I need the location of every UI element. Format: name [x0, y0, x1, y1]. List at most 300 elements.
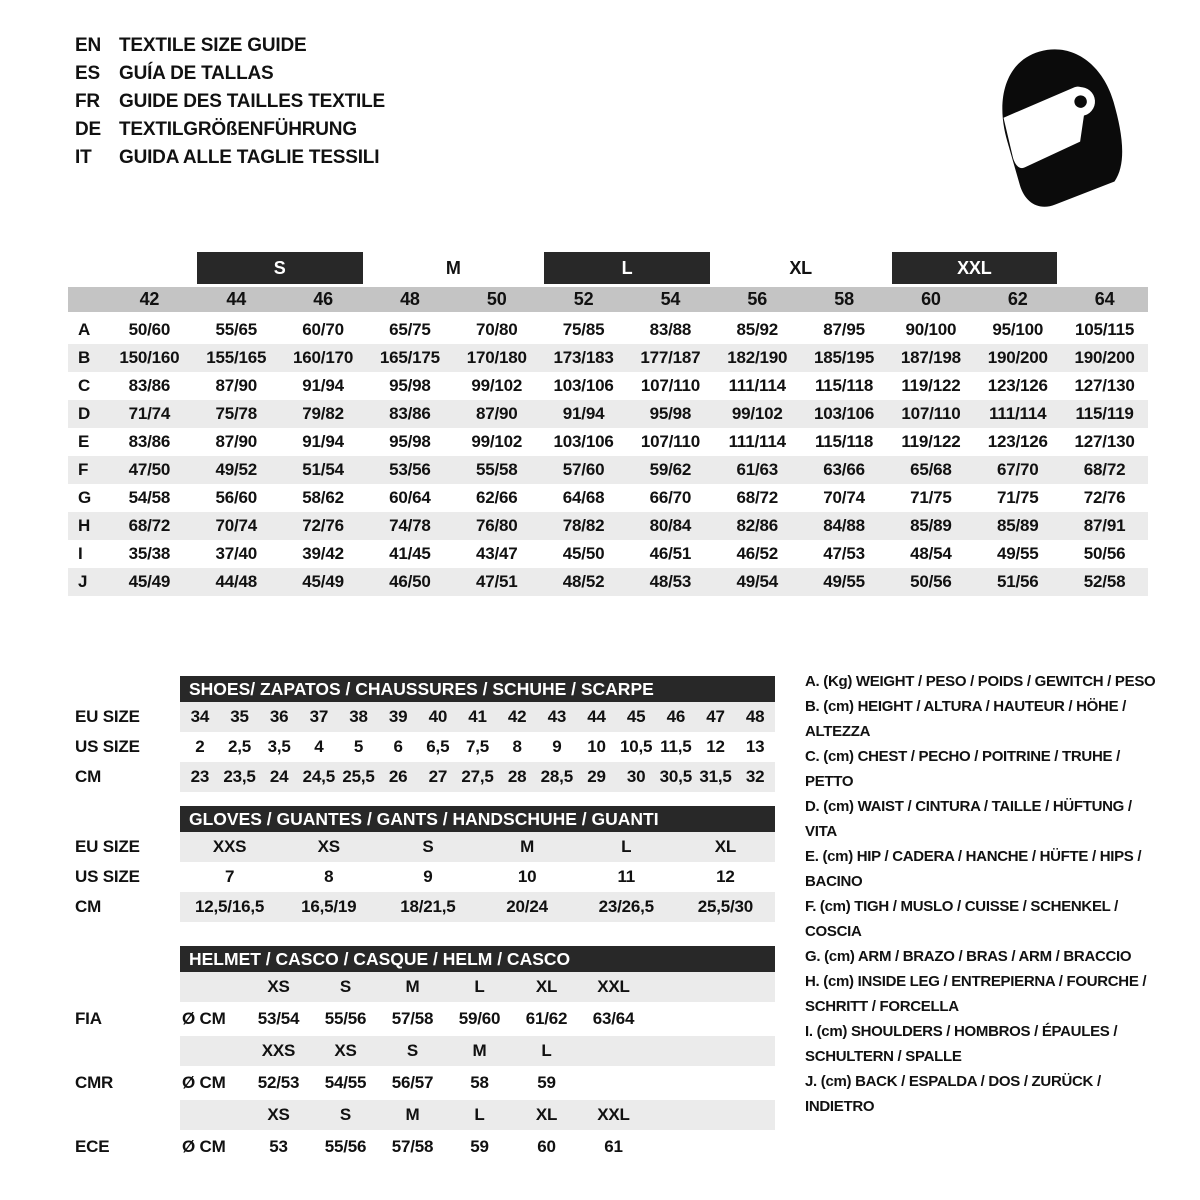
size-value-cell: 58/62: [302, 488, 344, 507]
size-group-l: L: [544, 252, 710, 284]
shoes-size-table: [68, 676, 775, 792]
helmet-size-header-cell: L: [474, 977, 485, 996]
size-column-header: 58: [834, 289, 854, 309]
legend-item: J. (cm) BACK / ESPALDA / DOS / ZURÜCK / INDIETRO: [805, 1073, 1101, 1115]
measurement-legend: [805, 669, 1167, 1119]
row-cells: [180, 1130, 775, 1164]
size-value-cell: 46/51: [649, 544, 692, 563]
helmet-value-cell: 52/53: [257, 1073, 300, 1092]
size-value-cell: 71/75: [996, 488, 1039, 507]
size-column-header: 46: [313, 289, 333, 309]
helmet-size-header-cell: XL: [535, 1105, 558, 1124]
value-cell: 12,5/16,5: [195, 897, 265, 916]
language-code: IT: [75, 147, 92, 168]
row-cells: [180, 972, 775, 1002]
value-cell: 28: [507, 767, 527, 786]
value-cell: 25,5: [342, 767, 375, 786]
size-value-cell: 76/80: [475, 516, 518, 535]
helmet-value-cell: 63/64: [592, 1009, 635, 1028]
size-value-cell: 68/72: [1083, 460, 1126, 479]
language-row: [75, 60, 385, 88]
size-column-header: 52: [573, 289, 594, 309]
value-cell: 6,5: [426, 737, 450, 756]
helmet-size-header-cell: M: [405, 1105, 420, 1124]
row-letter: C: [78, 376, 91, 395]
legend-item: E. (cm) HIP / CADERA / HANCHE / HÜFTE / HIPS / BACINO: [805, 848, 1142, 890]
size-value-cell: 87/95: [823, 320, 865, 339]
value-cell: 31,5: [699, 767, 732, 786]
helmet-value-cell: 61/62: [525, 1009, 568, 1028]
size-value-cell: 95/100: [992, 320, 1044, 339]
value-cell: 10: [517, 867, 537, 886]
table-row: [68, 568, 1148, 596]
size-value-cell: 99/102: [471, 432, 523, 451]
size-column-header: 42: [139, 289, 160, 309]
size-value-cell: 99/102: [471, 376, 523, 395]
language-code: DE: [75, 119, 101, 140]
size-value-cell: 107/110: [901, 404, 961, 423]
helmet-value-cell: 61: [604, 1137, 623, 1156]
value-cell: 27,5: [461, 767, 494, 786]
helmet-size-header-cell: L: [474, 1105, 485, 1124]
size-column-header: 50: [486, 289, 507, 309]
row-letter: J: [78, 572, 88, 591]
language-row: [75, 32, 385, 60]
row-letter: D: [78, 404, 91, 423]
value-cell: S: [422, 837, 434, 856]
size-value-cell: 91/94: [562, 404, 605, 423]
size-value-cell: 95/98: [389, 376, 431, 395]
table-row: [68, 762, 775, 792]
size-value-cell: 90/100: [905, 320, 957, 339]
guide-title: GUIDE DES TAILLES TEXTILE: [119, 91, 385, 112]
value-cell: 39: [388, 707, 408, 726]
size-value-cell: 68/72: [736, 488, 779, 507]
value-cell: 48: [745, 707, 765, 726]
helmet-value-cell: 57/58: [391, 1137, 434, 1156]
language-code: ES: [75, 63, 100, 84]
size-value-cell: 182/190: [727, 348, 788, 367]
size-value-cell: 95/98: [389, 432, 431, 451]
row-cells: [180, 832, 775, 862]
guide-title: TEXTILGRÖßENFÜHRUNG: [119, 119, 357, 140]
value-cell: 9: [552, 737, 562, 756]
helmet-size-header-cell: S: [339, 1105, 352, 1124]
value-cell: 40: [428, 707, 448, 726]
size-value-cell: 45/49: [302, 572, 344, 591]
value-cell: M: [520, 837, 535, 856]
value-cell: 6: [393, 737, 403, 756]
size-value-cell: 48/54: [910, 544, 952, 563]
size-value-cell: 75/78: [215, 404, 258, 423]
value-cell: 23: [190, 767, 210, 786]
helmet-value-cell: 54/55: [324, 1073, 367, 1092]
row-letter: I: [78, 544, 83, 563]
table-row: [68, 484, 1148, 512]
row-letter: E: [78, 432, 90, 451]
row-letter: G: [78, 488, 92, 507]
gloves-table-rows: [68, 832, 775, 922]
legend-item: I. (cm) SHOULDERS / HOMBROS / ÉPAULES / SCHULTERN / SPALLE: [805, 1023, 1118, 1065]
value-cell: 7: [224, 867, 235, 886]
size-value-cell: 61/63: [736, 460, 779, 479]
row-cells: [180, 1066, 775, 1100]
helmet-value-cell: 59/60: [458, 1009, 501, 1028]
legend-item: H. (cm) INSIDE LEG / ENTREPIERNA / FOURCHE / SCHRITT / FORCELLA: [805, 973, 1147, 1015]
size-group-m: M: [445, 257, 461, 278]
size-value-cell: 67/70: [996, 460, 1039, 479]
row-cells: [180, 892, 775, 922]
legend-item: B. (cm) HEIGHT / ALTURA / HAUTEUR / HÖHE / ALTEZZA: [805, 698, 1127, 740]
size-value-cell: 75/85: [562, 320, 605, 339]
size-value-cell: 47/50: [128, 460, 171, 479]
value-cell: 12: [706, 737, 725, 756]
size-value-cell: 63/66: [823, 460, 865, 479]
row-label: US SIZE: [75, 737, 140, 756]
value-cell: 8: [324, 867, 334, 886]
gloves-table-title-bar: GLOVES / GUANTES / GANTS / HANDSCHUHE / GUANTI: [180, 806, 775, 832]
size-value-cell: 72/76: [302, 516, 344, 535]
diameter-unit-label: Ø CM: [182, 1009, 226, 1028]
value-cell: 29: [587, 767, 606, 786]
size-value-cell: 48/53: [649, 572, 692, 591]
helmet-value-row: [68, 1002, 775, 1036]
helmet-size-header-cell: XS: [334, 1041, 357, 1060]
row-label: CM: [75, 897, 102, 916]
value-cell: 2: [195, 737, 205, 756]
size-value-cell: 54/58: [128, 488, 171, 507]
size-value-cell: 60/70: [302, 320, 344, 339]
value-cell: 20/24: [506, 897, 548, 916]
row-cells: [180, 732, 775, 762]
table-row: [68, 732, 775, 762]
size-value-cell: 107/110: [640, 432, 700, 451]
value-cell: 42: [507, 707, 527, 726]
guide-title: TEXTILE SIZE GUIDE: [119, 35, 307, 56]
size-value-cell: 47/51: [475, 572, 518, 591]
guide-title: GUÍA DE TALLAS: [119, 63, 274, 84]
size-value-cell: 49/52: [215, 460, 258, 479]
size-value-cell: 115/119: [1075, 404, 1134, 423]
language-title-list: [75, 32, 385, 172]
size-value-cell: 87/91: [1083, 516, 1126, 535]
value-cell: 9: [423, 867, 433, 886]
size-value-cell: 39/42: [302, 544, 344, 563]
helmet-table-title-bar: HELMET / CASCO / CASQUE / HELM / CASCO: [180, 946, 775, 972]
size-value-cell: 46/52: [736, 544, 779, 563]
size-value-cell: 79/82: [302, 404, 344, 423]
size-value-cell: 51/54: [302, 460, 344, 479]
size-value-cell: 111/114: [989, 404, 1047, 423]
size-value-cell: 103/106: [553, 432, 614, 451]
size-value-cell: 74/78: [389, 516, 431, 535]
size-value-cell: 119/122: [901, 432, 961, 451]
helmet-size-header-row: [68, 1100, 775, 1130]
size-value-cell: 85/89: [996, 516, 1039, 535]
size-value-cell: 37/40: [215, 544, 258, 563]
language-code: EN: [75, 35, 101, 56]
clothing-size-table: [68, 252, 1148, 596]
size-value-cell: 45/50: [562, 544, 605, 563]
numeric-size-header-row: [68, 287, 1148, 312]
row-cells: [180, 1002, 775, 1036]
size-value-cell: 44/48: [215, 572, 258, 591]
value-cell: 44: [587, 707, 606, 726]
legend-item: G. (cm) ARM / BRAZO / BRAS / ARM / BRACCIO: [805, 948, 1132, 965]
value-cell: 26: [388, 767, 408, 786]
size-value-cell: 115/118: [814, 376, 874, 395]
value-cell: 16,5/19: [301, 897, 357, 916]
helmet-value-cell: 53/54: [257, 1009, 300, 1028]
diameter-unit-label: Ø CM: [182, 1073, 226, 1092]
diameter-unit-label: Ø CM: [182, 1137, 226, 1156]
value-cell: 11: [617, 867, 636, 886]
table-row: [68, 702, 775, 732]
helmet-table-rows: [68, 972, 775, 1164]
gloves-size-table: [68, 806, 775, 922]
language-row: [75, 144, 385, 172]
size-value-cell: 49/55: [823, 572, 865, 591]
value-cell: 41: [468, 707, 487, 726]
helmet-size-header-row: [68, 1036, 775, 1066]
size-value-cell: 155/165: [206, 348, 267, 367]
value-cell: 47: [706, 707, 725, 726]
size-value-cell: 160/170: [293, 348, 354, 367]
helmet-size-header-cell: XL: [535, 977, 558, 996]
value-cell: 7,5: [465, 737, 490, 756]
table-row: [68, 512, 1148, 540]
size-value-cell: 50/60: [128, 320, 171, 339]
size-value-cell: 127/130: [1074, 432, 1135, 451]
size-group-xl: XL: [789, 257, 812, 278]
size-value-cell: 190/200: [987, 348, 1048, 367]
helmet-value-cell: 56/57: [391, 1073, 434, 1092]
helmet-size-header-cell: XXL: [597, 977, 630, 996]
value-cell: 30,5: [659, 767, 692, 786]
size-value-cell: 119/122: [901, 376, 961, 395]
size-value-cell: 103/106: [814, 404, 875, 423]
table-row: [68, 892, 775, 922]
helmet-size-header-cell: S: [339, 977, 352, 996]
size-value-cell: 59/62: [649, 460, 692, 479]
helmet-value-row: [68, 1066, 775, 1100]
size-column-header: 44: [226, 289, 247, 309]
size-value-cell: 87/90: [215, 432, 258, 451]
row-cells: [180, 762, 775, 792]
size-value-cell: 95/98: [649, 404, 692, 423]
shoes-table-title-bar: SHOES/ ZAPATOS / CHAUSSURES / SCHUHE / SCARPE: [180, 676, 775, 702]
size-value-cell: 83/86: [128, 432, 171, 451]
value-cell: 43: [547, 707, 567, 726]
racing-helmet-icon: [972, 36, 1144, 218]
table-row: [68, 832, 775, 862]
guide-title: GUIDA ALLE TAGLIE TESSILI: [119, 147, 380, 168]
value-cell: 32: [745, 767, 765, 786]
table-row: [68, 540, 1148, 568]
size-value-cell: 187/198: [900, 348, 961, 367]
row-letter: B: [78, 348, 91, 367]
size-value-cell: 70/74: [823, 488, 865, 507]
helmet-value-cell: 57/58: [391, 1009, 434, 1028]
size-value-cell: 62/66: [475, 488, 518, 507]
language-row: [75, 88, 385, 116]
size-value-cell: 49/54: [736, 572, 779, 591]
value-cell: 46: [666, 707, 686, 726]
size-value-cell: 52/58: [1083, 572, 1126, 591]
size-value-cell: 45/49: [128, 572, 171, 591]
size-value-cell: 65/75: [389, 320, 431, 339]
size-value-cell: 70/80: [475, 320, 518, 339]
helmet-value-cell: 55/56: [324, 1137, 367, 1156]
size-value-cell: 50/56: [910, 572, 952, 591]
size-value-cell: 87/90: [215, 376, 258, 395]
size-value-cell: 83/86: [389, 404, 431, 423]
size-value-cell: 71/75: [910, 488, 952, 507]
size-value-cell: 65/68: [910, 460, 952, 479]
size-value-cell: 150/160: [119, 348, 180, 367]
size-value-cell: 165/175: [379, 348, 440, 367]
size-column-header: 54: [660, 289, 681, 309]
size-value-cell: 190/200: [1074, 348, 1135, 367]
size-value-cell: 57/60: [562, 460, 605, 479]
value-cell: 30: [626, 767, 646, 786]
size-value-cell: 49/55: [996, 544, 1039, 563]
helmet-value-cell: 60: [537, 1137, 556, 1156]
value-cell: 24,5: [302, 767, 335, 786]
size-value-cell: 55/58: [475, 460, 518, 479]
helmet-size-header-cell: M: [472, 1041, 487, 1060]
helmet-size-header-cell: S: [406, 1041, 419, 1060]
size-value-cell: 177/187: [640, 348, 701, 367]
size-value-cell: 51/56: [996, 572, 1039, 591]
value-cell: 23/26,5: [598, 897, 654, 916]
legend-item: D. (cm) WAIST / CINTURA / TAILLE / HÜFTUNG / VITA: [805, 798, 1132, 840]
helmet-size-header-cell: L: [541, 1041, 552, 1060]
value-cell: 25,5/30: [697, 897, 754, 916]
value-cell: 24: [269, 767, 289, 786]
size-value-cell: 87/90: [475, 404, 518, 423]
value-cell: 28,5: [540, 767, 573, 786]
row-cells: [180, 862, 775, 892]
table-row: [68, 428, 1148, 456]
size-value-cell: 111/114: [728, 432, 786, 451]
size-value-cell: 80/84: [649, 516, 692, 535]
size-value-cell: 83/88: [649, 320, 692, 339]
size-value-cell: 64/68: [562, 488, 605, 507]
row-label: EU SIZE: [75, 837, 140, 856]
size-value-cell: 123/126: [987, 376, 1048, 395]
table-row: [68, 456, 1148, 484]
value-cell: 38: [349, 707, 368, 726]
size-value-cell: 60/64: [389, 488, 431, 507]
row-label: EU SIZE: [75, 707, 140, 726]
size-group-xxl: XXL: [892, 252, 1058, 284]
value-cell: 10: [587, 737, 606, 756]
size-column-header: 62: [1007, 289, 1028, 309]
value-cell: 5: [353, 737, 364, 756]
size-value-cell: 99/102: [731, 404, 783, 423]
legend-item: C. (cm) CHEST / PECHO / POITRINE / TRUHE / PETTO: [805, 748, 1120, 790]
value-cell: 45: [626, 707, 646, 726]
size-value-cell: 78/82: [562, 516, 605, 535]
language-code: FR: [75, 91, 100, 112]
value-cell: 37: [309, 707, 329, 726]
size-value-cell: 173/183: [553, 348, 614, 367]
size-column-header: 64: [1094, 289, 1115, 309]
size-value-cell: 127/130: [1074, 376, 1135, 395]
helmet-size-header-cell: XXL: [597, 1105, 630, 1124]
row-label: CM: [75, 767, 102, 786]
legend-item: F. (cm) TIGH / MUSLO / CUISSE / SCHENKEL / COSCIA: [805, 898, 1118, 940]
value-cell: 4: [314, 737, 324, 756]
shoes-table-rows: [68, 702, 775, 792]
value-cell: 2,5: [227, 737, 252, 756]
helmet-value-cell: 53: [269, 1137, 288, 1156]
size-value-cell: 103/106: [553, 376, 614, 395]
size-value-cell: 85/92: [736, 320, 779, 339]
helmet-size-header-cell: M: [405, 977, 420, 996]
value-cell: L: [621, 837, 632, 856]
size-column-header: 48: [400, 289, 420, 309]
table-row: [68, 862, 775, 892]
size-value-cell: 53/56: [389, 460, 431, 479]
value-cell: XL: [714, 837, 737, 856]
row-letter: F: [78, 460, 89, 479]
legend-item: A. (Kg) WEIGHT / PESO / POIDS / GEWITCH / PESO: [805, 673, 1156, 690]
value-cell: 36: [269, 707, 289, 726]
size-value-cell: 71/74: [128, 404, 171, 423]
size-value-cell: 72/76: [1083, 488, 1126, 507]
size-value-cell: 35/38: [128, 544, 171, 563]
size-column-header: 56: [747, 289, 768, 309]
helmet-value-cell: 59: [470, 1137, 489, 1156]
value-cell: 11,5: [660, 737, 692, 756]
size-value-cell: 41/45: [389, 544, 431, 563]
size-value-cell: 83/86: [128, 376, 171, 395]
table-row: [68, 372, 1148, 400]
size-value-cell: 107/110: [640, 376, 700, 395]
standard-label: CMR: [75, 1073, 114, 1092]
size-group-spacer: [68, 252, 193, 284]
row-label: US SIZE: [75, 867, 140, 886]
size-value-cell: 70/74: [215, 516, 258, 535]
size-value-cell: 48/52: [562, 572, 605, 591]
size-value-cell: 68/72: [128, 516, 171, 535]
helmet-size-header-cell: XS: [267, 1105, 290, 1124]
value-cell: 34: [190, 707, 210, 726]
helmet-value-cell: 55/56: [324, 1009, 367, 1028]
size-value-cell: 46/50: [389, 572, 431, 591]
row-cells: [180, 1100, 775, 1130]
size-value-cell: 85/89: [910, 516, 952, 535]
standard-label: ECE: [75, 1137, 110, 1156]
size-value-cell: 84/88: [823, 516, 865, 535]
size-column-header: 60: [921, 289, 941, 309]
table-row: [68, 316, 1148, 344]
size-value-cell: 55/65: [215, 320, 258, 339]
table-row: [68, 344, 1148, 372]
size-value-cell: 123/126: [987, 432, 1048, 451]
row-cells: [180, 702, 775, 732]
size-value-cell: 91/94: [302, 376, 344, 395]
helmet-size-header-cell: XS: [267, 977, 290, 996]
size-value-cell: 185/195: [814, 348, 875, 367]
size-value-cell: 56/60: [215, 488, 258, 507]
size-value-cell: 47/53: [823, 544, 865, 563]
helmet-size-table: [68, 946, 775, 1164]
size-value-cell: 111/114: [728, 376, 786, 395]
size-value-cell: 66/70: [649, 488, 692, 507]
